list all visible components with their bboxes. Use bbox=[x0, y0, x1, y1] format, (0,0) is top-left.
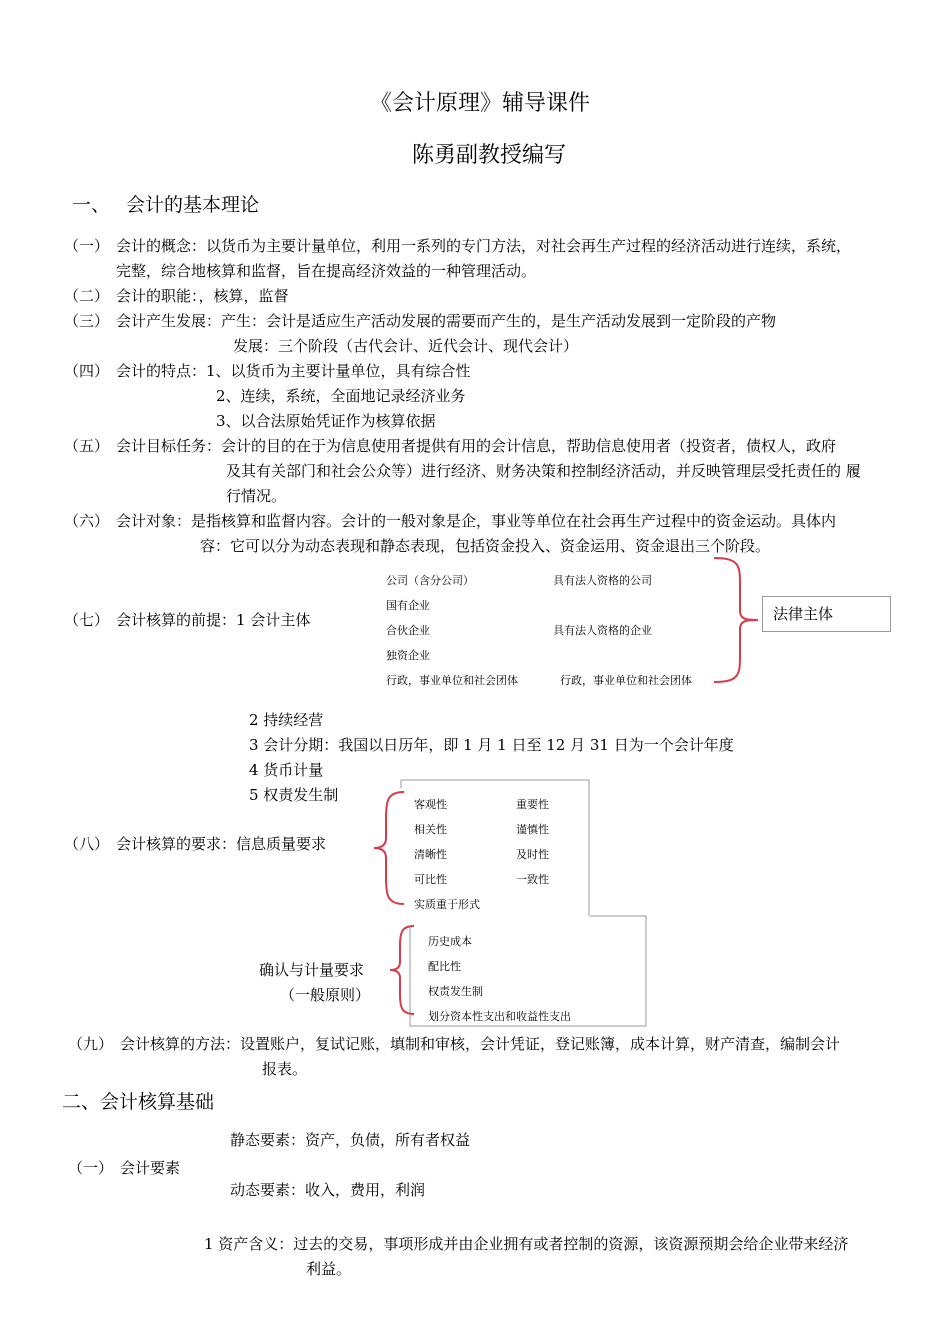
premise-item: 4 货币计量 bbox=[249, 761, 324, 779]
elements-label: 会计要素 bbox=[120, 1159, 181, 1177]
left-curly-brace bbox=[370, 790, 410, 910]
item-number: （七） bbox=[64, 611, 110, 629]
item-number: （三） bbox=[64, 312, 110, 330]
recognition-item: 历史成本 bbox=[428, 935, 472, 948]
static-elements: 静态要素：资产，负债，所有者权益 bbox=[230, 1131, 471, 1149]
quality-item: 谨慎性 bbox=[516, 823, 549, 836]
item-number: （九） bbox=[68, 1035, 114, 1053]
entity-type: 合伙企业 bbox=[386, 624, 430, 637]
item-text: 会计核算的方法：设置账户，复试记账，填制和审核，会计凭证，登记账簿，成本计算，财产清查，编制会计 bbox=[120, 1035, 841, 1053]
section1-heading: 会计的基本理论 bbox=[126, 194, 260, 216]
quality-item: 可比性 bbox=[414, 873, 447, 886]
quality-item: 及时性 bbox=[516, 848, 549, 861]
recognition-sublabel: （一般原则） bbox=[280, 986, 371, 1004]
item-text: 会计的职能：，核算，监督 bbox=[116, 287, 289, 305]
legal-entity-label: 法律主体 bbox=[773, 605, 834, 623]
entity-type: 公司（含分公司） bbox=[386, 574, 474, 587]
asset-definition: 利益。 bbox=[306, 1260, 352, 1278]
item-text: 2、连续，系统，全面地记录经济业务 bbox=[216, 387, 466, 405]
item-text: 报表。 bbox=[262, 1060, 308, 1078]
item-text: 完整，综合地核算和监督，旨在提高经济效益的一种管理活动。 bbox=[116, 262, 537, 280]
entity-desc: 具有法人资格的公司 bbox=[553, 574, 652, 587]
item-text: 会计对象：是指核算和监督内容。会计的一般对象是企，事业等单位在社会再生产过程中的资金运动。具体内 bbox=[116, 512, 837, 530]
recognition-item: 权责发生制 bbox=[428, 985, 483, 998]
item-number: （一） bbox=[68, 1159, 114, 1177]
item-number: （四） bbox=[64, 362, 110, 380]
section1-number: 一、 bbox=[72, 194, 111, 216]
quality-item: 一致性 bbox=[516, 873, 549, 886]
right-curly-brace bbox=[710, 556, 770, 686]
item-number: （一） bbox=[64, 237, 110, 255]
left-curly-brace bbox=[384, 924, 420, 1024]
item-text: 3、以合法原始凭证作为核算依据 bbox=[216, 412, 436, 430]
item-text: 会计核算的前提：1 会计主体 bbox=[116, 611, 311, 629]
entity-type: 行政，事业单位和社会团体 bbox=[386, 674, 518, 687]
item-text: 会计产生发展：产生：会计是适应生产活动发展的需要而产生的，是生产活动发展到一定阶段的产物 bbox=[116, 312, 777, 330]
item-text: 行情况。 bbox=[226, 487, 287, 505]
quality-item: 实质重于形式 bbox=[414, 898, 480, 911]
item-text: 会计的特点：1、以货币为主要计量单位，具有综合性 bbox=[116, 362, 471, 380]
recognition-item: 划分资本性支出和收益性支出 bbox=[428, 1010, 571, 1023]
entity-type: 国有企业 bbox=[386, 599, 430, 612]
item-text: 会计的概念：以货币为主要计量单位，利用一系列的专门方法，对社会再生产过程的经济活动进行连续，系统， bbox=[116, 237, 852, 255]
entity-type: 独资企业 bbox=[386, 649, 430, 662]
item-number: （五） bbox=[64, 437, 110, 455]
premise-item: 5 权责发生制 bbox=[249, 786, 339, 804]
premise-item: 3 会计分期：我国以日历年，即 1 月 1 日至 12 月 31 日为一个会计年度 bbox=[249, 736, 734, 754]
item-text: 会计核算的要求：信息质量要求 bbox=[116, 835, 327, 853]
item-number: （六） bbox=[64, 512, 110, 530]
quality-item: 相关性 bbox=[414, 823, 447, 836]
item-text: 会计目标任务：会计的目的在于为信息使用者提供有用的会计信息，帮助信息使用者（投资者，债权人，政府 bbox=[116, 437, 837, 455]
quality-item: 清晰性 bbox=[414, 848, 447, 861]
quality-item: 客观性 bbox=[414, 798, 447, 811]
item-number: （二） bbox=[64, 287, 110, 305]
document-title: 《会计原理》辅导课件 bbox=[370, 91, 591, 116]
asset-definition: 1 资产含义：过去的交易，事项形成并由企业拥有或者控制的资源，该资源预期会给企业带来经济 bbox=[204, 1235, 849, 1253]
recognition-item: 配比性 bbox=[428, 960, 461, 973]
item-number: （八） bbox=[64, 835, 110, 853]
premise-item: 2 持续经营 bbox=[249, 711, 324, 729]
item-text: 发展：三个阶段（古代会计、近代会计、现代会计） bbox=[233, 337, 579, 355]
item-text: 及其有关部门和社会公众等）进行经济、财务决策和控制经济活动，并反映管理层受托责任的 履 bbox=[226, 462, 861, 480]
entity-desc: 具有法人资格的企业 bbox=[553, 624, 652, 637]
section2-heading: 二、会计核算基础 bbox=[62, 1091, 215, 1113]
quality-item: 重要性 bbox=[516, 798, 549, 811]
item-text: 容：它可以分为动态表现和静态表现，包括资金投入、资金运用、资金退出三个阶段。 bbox=[200, 537, 771, 555]
document-author: 陈勇副教授编写 bbox=[412, 143, 567, 168]
recognition-label: 确认与计量要求 bbox=[259, 961, 365, 979]
dynamic-elements: 动态要素：收入，费用，利润 bbox=[230, 1181, 426, 1199]
entity-desc: 行政，事业单位和社会团体 bbox=[560, 674, 692, 687]
